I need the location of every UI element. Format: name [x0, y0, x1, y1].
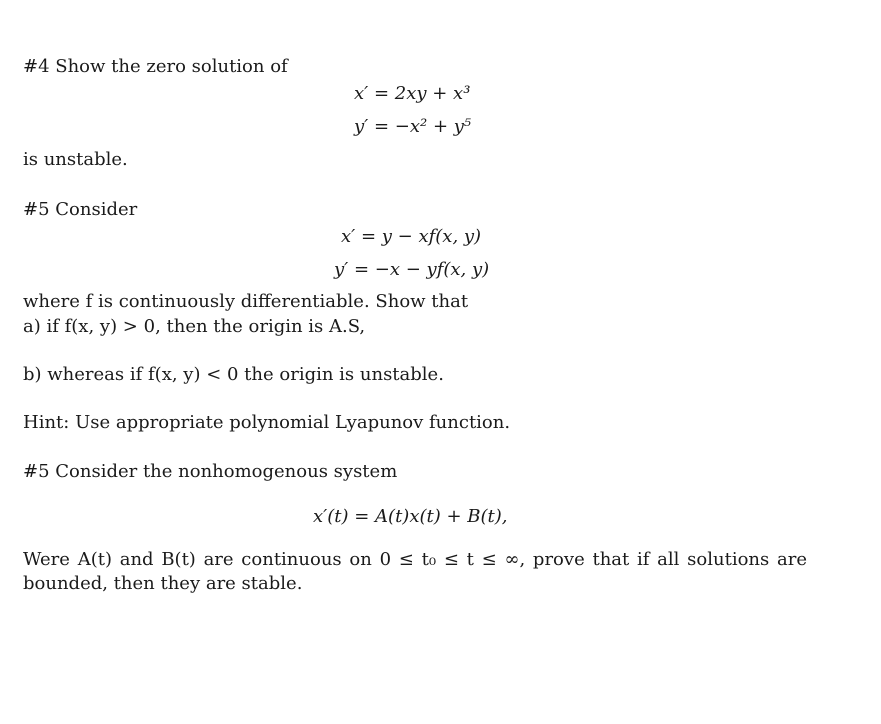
problem-5-where-text: where f is continuously differentiable. Show that [23, 291, 469, 312]
problem-5b-statement-line-1: Were A(t) and B(t) are continuous on 0 ≤ t₀ ≤ t ≤ ∞, prove that if all solutions are [23, 549, 807, 570]
problem-5-hint: Hint: Use appropriate polynomial Lyapunov function. [23, 412, 511, 433]
problem-5-intro: #5 Consider [23, 199, 138, 220]
problem-5-equation-1: x′ = y − xf(x, y) [341, 226, 482, 247]
problem-4-conclusion: is unstable. [23, 149, 128, 170]
problem-5b-equation: x′(t) = A(t)x(t) + B(t), [313, 506, 508, 527]
problem-4-equation-2: y′ = −x² + y⁵ [354, 116, 472, 137]
problem-5b-intro: #5 Consider the nonhomogenous system [23, 461, 398, 482]
problem-5-part-b: b) whereas if f(x, y) < 0 the origin is unstable. [23, 364, 444, 385]
problem-5-equation-2: y′ = −x − yf(x, y) [334, 259, 490, 280]
problem-4-intro: #4 Show the zero solution of [23, 56, 288, 77]
problem-4-equation-1: x′ = 2xy + x³ [354, 83, 471, 104]
problem-5-part-a: a) if f(x, y) > 0, then the origin is A.S, [23, 316, 366, 337]
problem-5b-statement-line-2: bounded, then they are stable. [23, 573, 303, 594]
